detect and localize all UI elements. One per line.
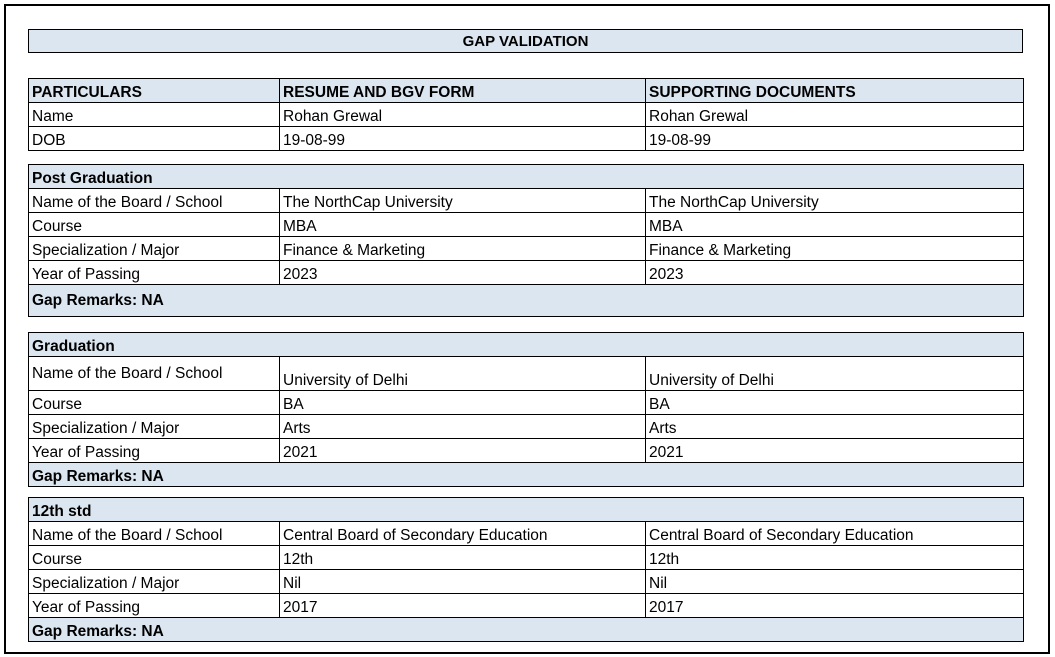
section-title: Graduation: [29, 333, 1024, 357]
row-label: Name: [29, 103, 280, 127]
gap-remarks-row: [29, 463, 1024, 487]
docs-value: The NorthCap University: [646, 189, 1024, 213]
table-row: [29, 546, 1024, 570]
section-graduation: [28, 332, 1024, 487]
table-row: [29, 415, 1024, 439]
resume-value: The NorthCap University: [280, 189, 646, 213]
docs-value: Finance & Marketing: [646, 237, 1024, 261]
personal-table: [28, 78, 1024, 151]
table-row: [29, 127, 1024, 151]
resume-value: Arts: [280, 415, 646, 439]
table-row: [29, 237, 1024, 261]
resume-value: BA: [280, 391, 646, 415]
header-documents: SUPPORTING DOCUMENTS: [646, 79, 1024, 103]
resume-value: Nil: [280, 570, 646, 594]
gap-remarks-row: [29, 285, 1024, 317]
docs-value: 12th: [646, 546, 1024, 570]
resume-value: 19-08-99: [280, 127, 646, 151]
section-header: [29, 333, 1024, 357]
row-label: DOB: [29, 127, 280, 151]
table-row: [29, 439, 1024, 463]
row-label: Name of the Board / School: [29, 357, 280, 391]
docs-value: Central Board of Secondary Education: [646, 522, 1024, 546]
resume-value: MBA: [280, 213, 646, 237]
table-row: [29, 357, 1024, 391]
resume-value: University of Delhi: [280, 357, 646, 391]
section-12th-std: [28, 497, 1024, 642]
gap-remarks: Gap Remarks: NA: [29, 285, 1024, 317]
docs-value: Nil: [646, 570, 1024, 594]
resume-value: 2023: [280, 261, 646, 285]
table-row: [29, 189, 1024, 213]
docs-value: 19-08-99: [646, 127, 1024, 151]
row-label: Course: [29, 546, 280, 570]
header-resume: RESUME AND BGV FORM: [280, 79, 646, 103]
docs-value: 2017: [646, 594, 1024, 618]
row-label: Year of Passing: [29, 439, 280, 463]
resume-value: 12th: [280, 546, 646, 570]
row-label: Specialization / Major: [29, 237, 280, 261]
table-row: [29, 261, 1024, 285]
table-row: [29, 213, 1024, 237]
row-label: Course: [29, 391, 280, 415]
section-header: [29, 165, 1024, 189]
row-label: Specialization / Major: [29, 415, 280, 439]
header-row: [29, 79, 1024, 103]
resume-value: Rohan Grewal: [280, 103, 646, 127]
table-row: [29, 391, 1024, 415]
gap-remarks: Gap Remarks: NA: [29, 618, 1024, 642]
row-label: Year of Passing: [29, 261, 280, 285]
docs-value: 2021: [646, 439, 1024, 463]
section-header: [29, 498, 1024, 522]
row-label: Specialization / Major: [29, 570, 280, 594]
row-label: Year of Passing: [29, 594, 280, 618]
table-row: [29, 594, 1024, 618]
table-row: [29, 570, 1024, 594]
table-row: [29, 522, 1024, 546]
docs-value: 2023: [646, 261, 1024, 285]
page-title: GAP VALIDATION: [28, 29, 1023, 53]
section-title: Post Graduation: [29, 165, 1024, 189]
row-label: Name of the Board / School: [29, 189, 280, 213]
row-label: Course: [29, 213, 280, 237]
gap-remarks: Gap Remarks: NA: [29, 463, 1024, 487]
docs-value: Rohan Grewal: [646, 103, 1024, 127]
table-row: [29, 103, 1024, 127]
resume-value: Central Board of Secondary Education: [280, 522, 646, 546]
row-label: Name of the Board / School: [29, 522, 280, 546]
docs-value: Arts: [646, 415, 1024, 439]
docs-value: MBA: [646, 213, 1024, 237]
docs-value: University of Delhi: [646, 357, 1024, 391]
docs-value: BA: [646, 391, 1024, 415]
section-title: 12th std: [29, 498, 1024, 522]
section-post-graduation: [28, 164, 1024, 317]
header-particulars: PARTICULARS: [29, 79, 280, 103]
resume-value: 2021: [280, 439, 646, 463]
resume-value: 2017: [280, 594, 646, 618]
gap-remarks-row: [29, 618, 1024, 642]
resume-value: Finance & Marketing: [280, 237, 646, 261]
